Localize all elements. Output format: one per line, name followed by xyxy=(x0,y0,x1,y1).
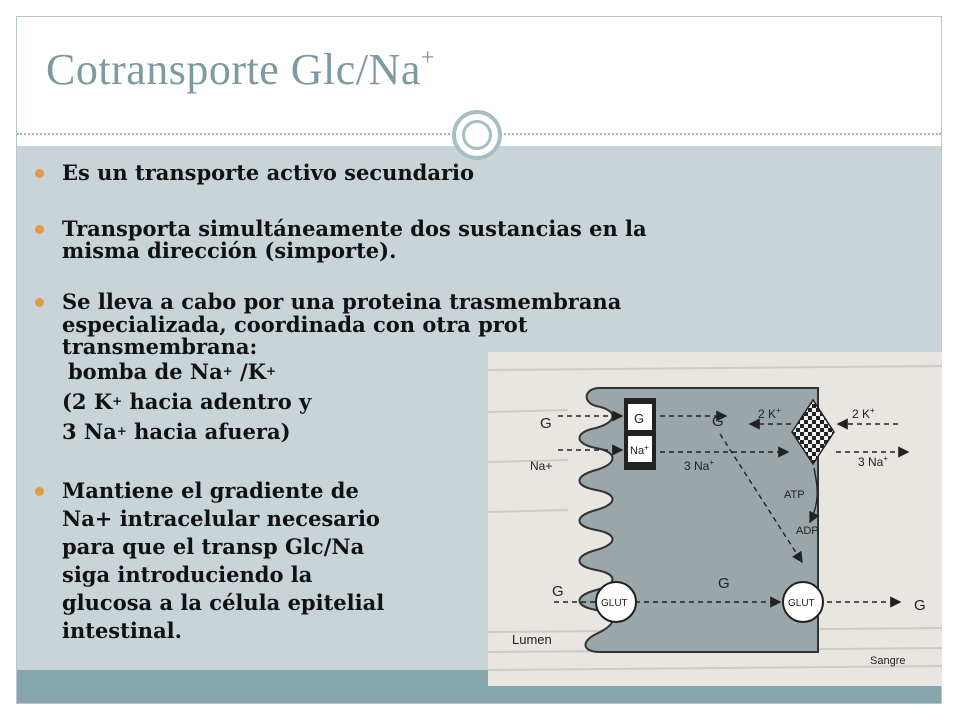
diagram-svg xyxy=(488,352,942,686)
label-g-lumen-bottom: G xyxy=(552,583,564,600)
sglt-na-label: Na+ xyxy=(630,443,649,457)
bullet-2-line-1: Transporta simultáneamente dos sustancias en la xyxy=(62,216,647,241)
label-g-blood: G xyxy=(914,597,926,614)
label-sangre: Sangre xyxy=(870,655,906,667)
bullet-dot-icon xyxy=(35,225,44,234)
bullet-2-line-2: misma dirección (simporte). xyxy=(62,238,397,263)
bullet-1-text: Es un transporte activo secundario xyxy=(62,160,475,185)
bullet-3-na-line: 3 Na+ hacia afuera) xyxy=(62,419,291,444)
label-atp: ATP xyxy=(784,489,805,501)
bullet-3-line-2: especializada, coordinada con otra prot xyxy=(62,312,528,337)
circle-ornament-icon xyxy=(452,110,502,160)
glut-basolateral-label: GLUT xyxy=(788,598,815,609)
slide-title: Cotransporte Glc/Na+ xyxy=(46,45,435,94)
label-2k-cytosol: 2 K+ xyxy=(758,406,781,421)
bullet-4-line-6: intestinal. xyxy=(62,618,182,643)
bullet-dot-icon xyxy=(35,487,44,496)
label-g-lumen-top: G xyxy=(540,415,552,432)
bullet-4-line-4: siga introduciendo la xyxy=(62,562,313,587)
label-3na-cytosol: 3 Na+ xyxy=(684,458,715,473)
label-3na-blood: 3 Na+ xyxy=(858,454,889,469)
bullet-dot-icon xyxy=(35,298,44,307)
bullet-4-line-5: glucosa a la célula epitelial xyxy=(62,590,385,615)
glut-apical-label: GLUT xyxy=(601,598,628,609)
bullet-3-line-3: transmembrana: xyxy=(62,334,258,359)
label-g-cytosol: G xyxy=(712,413,724,430)
cotransport-diagram xyxy=(488,352,942,686)
bullet-4-line-1: Mantiene el gradiente de xyxy=(62,478,359,503)
label-na-lumen: Na+ xyxy=(530,459,553,473)
label-g-lower: G xyxy=(718,575,730,592)
bullet-3-pump-line: bomba de Na+ /K+ xyxy=(68,359,277,384)
bullet-3-line-1: Se lleva a cabo por una proteina trasmembrana xyxy=(62,289,622,314)
label-adp: ADP xyxy=(796,525,819,537)
label-lumen: Lumen xyxy=(512,632,552,647)
title-superscript: + xyxy=(420,45,435,71)
bullet-dot-icon xyxy=(35,169,44,178)
label-2k-blood: 2 K+ xyxy=(852,406,875,421)
bullet-4-line-2: Na+ intracelular necesario xyxy=(62,506,380,531)
bullet-3-k-line: (2 K+ hacia adentro y xyxy=(62,389,312,414)
sglt-g-label: G xyxy=(634,411,645,426)
bullet-4-line-3: para que el transp Glc/Na xyxy=(62,534,365,559)
